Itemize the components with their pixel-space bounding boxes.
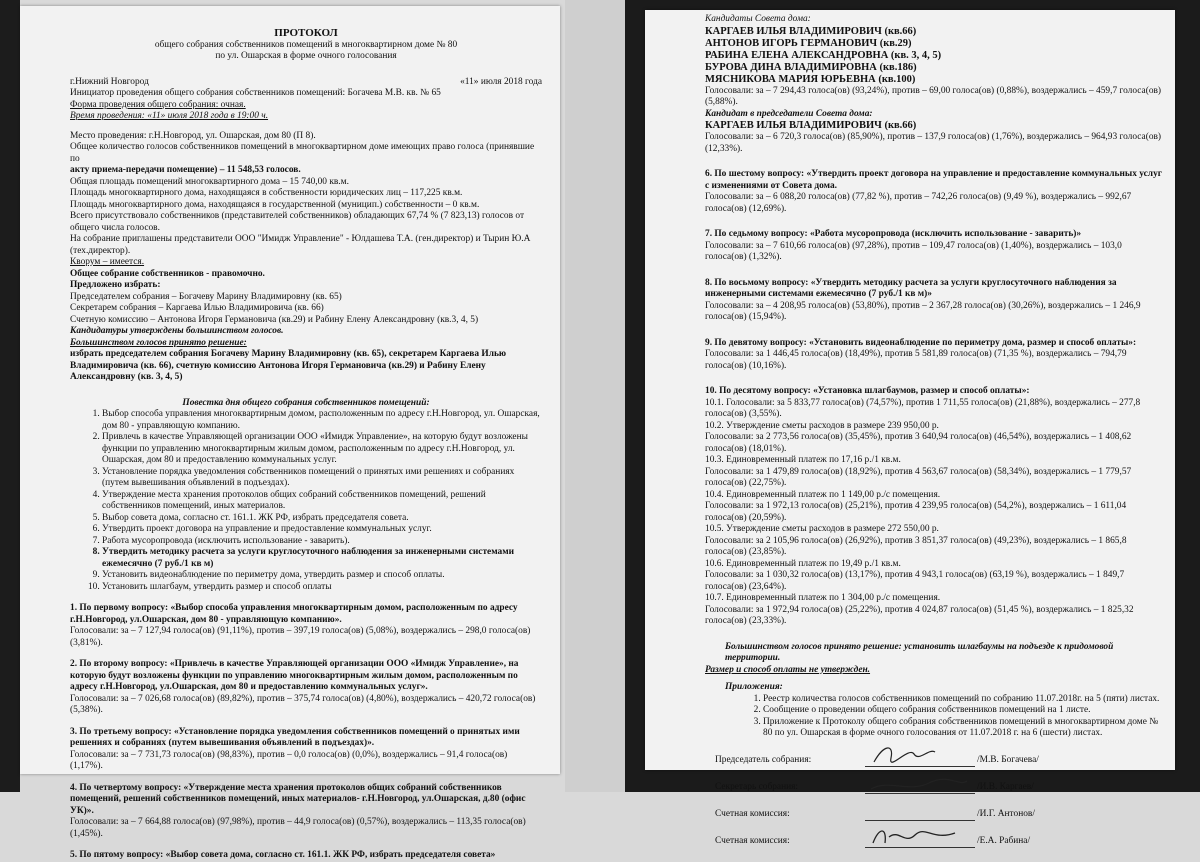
question-7 [705,229,1165,264]
handwritten-signature-icon [869,825,959,849]
attachment-item: 1. Реестр количества голосов собственников помещений по собранию 11.07.2018г. на 5 (пяти) листах. [763,694,1165,706]
council-votes: Голосовали: за – 7 294,43 голоса(ов) (93,24%), против – 69,00 голоса(ов) (0,88%), воздержались – 459,7 голоса(ов) (5,88%). [705,85,1162,107]
info-line: Счетную комиссию – Антонова Игоря Германовича (кв.29) и Рабину Елену Александровну (кв.3, 4, 5) [70,314,479,325]
q10-line: 10.4. Единовременный платеж по 1 149,00 р./с помещения. [705,489,941,500]
signature-line [865,752,975,767]
question-5 [70,850,542,862]
info-line: Площадь многоквартирного дома, находящаяся в собственности юридических лиц – 117,225 кв.м. [70,188,463,198]
candidate: КАРГАЕВ ИЛЬЯ ВЛАДИМИРОВИЧ (кв.66) [705,25,917,37]
question-6 [705,169,1165,215]
question-votes: Голосовали: за – 7 731,73 голоса(ов) (98,83%), против – 0,0 голоса(ов) (0,0%), воздержались – 91,4 голоса(ов) (1,17%). [70,749,508,771]
agenda-list [70,409,542,593]
question-head: 9. По девятому вопросу: «Установить видеонаблюдение по периметру дома, размер и способ оплаты»: [705,337,1137,348]
info-line: На собрание приглашены представители ООО "Имидж Управление" - Юлдашева Т.А. (ген.директор) и Тырин Ю.А [70,234,531,244]
frame-left-edge [0,0,20,792]
question-9 [705,338,1165,373]
question-head: 3. По третьему вопросу: «Установление порядка уведомления собственников помещений о принятых ими решениях и собраниях (путем вывешивания объявлений в подъездах)». [70,726,520,748]
candidates-list [705,26,1165,86]
signature-label: Секретарь собрания: [715,782,799,792]
signature-name: /И.Г. Антонов/ [977,809,1035,819]
candidate: БУРОВА ДИНА ВЛАДИМИРОВНА (кв.186) [705,61,917,73]
question-head: 2. По второму вопросу: «Привлечь в качестве Управляющей организации ООО «Имидж Управление», на которую будут возложены функции по управлению многоквартирным жилым домом, расположенным по адресу г.Н.Новгород, ул.Ошарская, дом 80 и предоставлению коммунальных услуг». [70,659,519,692]
q10-line: 10.7. Единовременный платеж по 1 304,00 р./с помещения. [705,593,941,603]
decision-2: Размер и способ оплаты не утвержден. [705,664,871,675]
city-date-row [70,77,542,89]
signatures-block [705,752,1165,848]
candidate: АНТОНОВ ИГОРЬ ГЕРМАНОВИЧ (кв.29) [705,37,912,49]
doc-title: ПРОТОКОЛ [274,27,338,39]
q10-line: 10.5. Утверждение сметы расходов в размере 272 550,00 р. [705,524,939,534]
quorum-line: Кворум – имеется. [70,257,145,267]
question-votes: Голосовали: за – 7 610,66 голоса(ов) (97,28%), против – 109,47 голоса(ов) (1,40%), воздержались – 103,0 голоса(ов) (1,32%). [705,240,1122,262]
q10-line: 10.1. Голосовали: за 5 833,77 голоса(ов) (74,57%), против 1 711,55 голоса(ов) (21,88%), воздержались – 277,8 голоса(ов) (3,55%). [705,397,1141,419]
question-2 [70,659,542,717]
meeting-date: «11» июля 2018 года [460,76,542,87]
attachment-item: 3. Приложение к Протоколу общего собрания собственников помещений в многоквартирном доме № 80 по ул. Ошарская в форме очного голосования от 11.07.2018 г. на 6 (шести) листах. [763,717,1165,740]
signature-line [865,833,975,848]
agenda-item: 8. Утвердить методику расчета за услуги круглосуточного наблюдения за инженерными системами ежемесячно (7 руб./1 кв м) [102,547,542,570]
question-votes: Голосовали: за 1 446,45 голоса(ов) (18,49%), против 5 581,89 голоса(ов) (71,35 %), воздержались – 794,79 голоса(ов) (10,16%). [705,349,1127,371]
frame-middle-divider [565,0,627,792]
decision-label: Большинством голосов принято решение: [70,337,247,348]
q10-line: 10.2. Утверждение сметы расходов в размере 239 950,00 р. [705,420,939,431]
question-votes: Голосовали: за – 7 026,68 голоса(ов) (89,82%), против – 375,74 голоса(ов) (4,80%), воздержались – 420,72 голоса(ов) (5,38%). [70,693,536,715]
question-head: 1. По первому вопросу: «Выбор способа управления многоквартирным домом, расположенным по адресу г.Н.Новгород, ул.Ошарская, дом 80 - управляющую компанию». [70,603,518,625]
signature-name: /М.В. Богачева/ [977,755,1039,765]
agenda-item: 10. Установить шлагбаум, утвердить размер и способ оплаты [102,582,542,594]
info-line: Секретарем собрания – Каргаева Илью Владимировича (кв. 66) [70,303,324,313]
question-1 [70,603,542,649]
doc-subtitle-1: общего собрания собственников помещений в многоквартирном доме № 80 [154,39,458,50]
question-votes: Голосовали: за – 7 664,88 голоса(ов) (97,98%), против – 44,9 голоса(ов) (0,57%), воздержались – 113,35 голоса(ов) (1,45%). [70,817,526,839]
candidates-label: Кандидаты Совета дома: [705,14,811,24]
agenda-item: 7. Работа мусоропровода (исключить использование - заварить). [102,536,542,548]
signature-chair [705,752,1165,767]
protocol-page-1 [20,6,560,860]
doc-subtitle-2: по ул. Ошарская в форме очного голосования [215,51,397,61]
signature-name: /Е.А. Рабина/ [977,836,1031,846]
signature-secretary [705,779,1165,794]
question-8 [705,278,1165,324]
q10-line: 10.3. Единовременный платеж по 17,16 р./1 кв.м. [705,455,901,465]
q10-line: Голосовали: за 1 030,32 голоса(ов) (13,17%), против 4 943,1 голоса(ов) (63,19 %), воздержались – 1 849,7 голоса(ов) (23,64%). [705,570,1125,592]
agenda-item: 2. Привлечь в качестве Управляющей организации ООО «Имидж Управление», на которую будут возложены функции по управлению многоквартирным жилым домом, расположенным по адресу г.Н.Новгород, ул. Ошарская, дом 80 и предоставлению коммунальных услуг. [102,432,542,467]
chair-votes: Голосовали: за – 6 720,3 голоса(ов) (85,90%), против – 137,9 голоса(ов) (1,76%), воздержались – 964,93 голоса(ов) (12,33%). [705,132,1162,154]
agenda-item: 1. Выбор способа управления многоквартирным домом, расположенным по адресу г.Н.Новгород, ул. Ошарская, дом 80 - управляющую компанию. [102,409,542,432]
question-votes: Голосовали: за – 4 208,95 голоса(ов) (53,80%), против – 2 367,28 голоса(ов) (30,26%), воздержались – 1 246,9 голоса(ов) (15,94%). [705,300,1141,322]
question-head: 10. По десятому вопросу: «Установка шлагбаумов, размер и способ оплаты»: [705,386,1030,396]
agenda-item: 9. Установить видеонаблюдение по периметру дома, утвердить размер и способ оплаты. [102,570,542,582]
attachments-list [705,694,1165,740]
agenda-item: 5. Выбор совета дома, согласно ст. 161.1. ЖК РФ, избрать председателя совета. [102,513,542,525]
signature-label: Счетная комиссия: [715,836,790,846]
info-line: Кандидатуры утверждены большинством голосов. [70,326,284,336]
handwritten-signature-icon [869,775,969,795]
q10-line: Голосовали: за 2 105,96 голоса(ов) (26,92%), против 3 851,37 голоса(ов) (49,23%), воздержались – 1 865,8 голоса(ов) (23,85%). [705,535,1127,557]
meeting-form: Форма проведения общего собрания: очная. [70,99,246,110]
question-3 [70,727,542,773]
info-block [70,131,542,384]
agenda-title: Повестка дня общего собрания собственников помещений: [182,397,430,408]
chair-name: КАРГАЕВ ИЛЬЯ ВЛАДИМИРОВИЧ (кв.66) [705,120,917,131]
info-line: Общая площадь помещений многоквартирного дома – 15 740,00 кв.м. [70,176,349,187]
info-line: Площадь многоквартирного дома, находящаяся в государственной (муницип.) собственности – 0 кв.м. [70,199,480,210]
info-line: Александровну (кв. 3, 4, 5) [70,372,183,382]
signature-line [865,806,975,821]
chair-label: Кандидат в председатели Совета дома: [705,108,873,119]
info-line: (тех.директор). [70,245,131,256]
signature-counting-1 [705,806,1165,821]
q10-line: Голосовали: за 2 773,56 голоса(ов) (35,45%), против 3 640,94 голоса(ов) (46,54%), воздержались – 1 408,62 голоса(ов) (18,01%). [705,432,1132,454]
q10-line: Голосовали: за 1 972,13 голоса(ов) (25,21%), против 4 239,95 голоса(ов) (54,2%), воздержались – 1 611,04 голоса(ов) (20,59%). [705,501,1127,523]
info-line: Место проведения: г.Н.Новгород, ул. Ошарская, дом 80 (П 8). [70,130,316,141]
attachment-item: 2. Сообщение о проведении общего собрания собственников помещений на 1 листе. [763,705,1165,717]
city: г.Нижний Новгород [70,76,149,87]
decision-1: Большинством голосов принято решение: установить шлагбаумы на подъезде к придомовой территории. [725,641,1114,663]
question-10 [705,386,1165,628]
signature-label: Председатель собрания: [715,755,812,765]
question-head: 6. По шестому вопросу: «Утвердить проект договора на управление и предоставление коммунальных услуг с изменениями от Совета дома. [705,169,1163,191]
meeting-time: Время проведения: «11» июля 2018 года в 19:00 ч. [70,111,269,121]
question-4 [70,783,542,841]
question-votes: Голосовали: за – 6 088,20 голоса(ов) (77,82 %), против – 742,26 голоса(ов) (9,49 %), воздержались – 992,67 голоса(ов) (12,69%). [705,192,1132,214]
q10-line: 10.6. Единовременный платеж по 19,49 р./1 кв.м. [705,558,901,569]
info-line: акту приема-передачи помещение) – 11 548,53 голосов. [70,165,301,175]
info-line: общего числа голосов. [70,222,160,233]
signature-line [865,779,975,794]
question-head: 7. По седьмому вопросу: «Работа мусоропровода (исключить использование - заварить)» [705,229,1082,239]
info-line: Общее собрание собственников - правомочно. [70,268,265,279]
candidate: РАБИНА ЕЛЕНА АЛЕКСАНДРОВНА (кв. 3, 4, 5) [705,49,942,61]
info-line: Председателем собрания – Богачеву Марину Владимировну (кв. 65) [70,291,342,302]
info-line: Общее количество голосов собственников помещений в многоквартирном доме имеющих право голоса (принявшие по [70,142,535,164]
info-line: Всего присутствовало собственников (представителей собственников) обладающих 67,74 % (7 823,13) голосов от [70,211,525,221]
question-head: 5. По пятому вопросу: «Выбор совета дома, согласно ст. 161.1. ЖК РФ, избрать председателя совета» [70,850,496,860]
protocol-page-2 [645,10,1175,846]
question-head: 8. По восьмому вопросу: «Утвердить методику расчета за услуги круглосуточного наблюдения за инженерными системами ежемесячно (7 руб./1 кв м)» [705,277,1117,299]
info-line: Владимировича (кв. 66), счетную комиссию Антонова Игоря Германовича (кв.29) и Рабину Елену [70,360,486,371]
q10-line: Голосовали: за 1 972,94 голоса(ов) (25,22%), против 4 024,87 голоса(ов) (51,45 %), воздержались – 1 825,32 голоса(ов) (23,33%). [705,604,1134,626]
initiator: Инициатор проведения общего собрания собственников помещений: Богачева М.В. кв. № 65 [70,88,441,98]
agenda-item: 3. Установление порядка уведомления собственников помещений о принятых ими решениях и собраниях (путем вывешивания объявлений в подъездах). [102,467,542,490]
signature-label: Счетная комиссия: [715,809,790,819]
agenda-item: 6. Утвердить проект договора на управление и предоставление коммунальных услуг. [102,524,542,536]
info-line: избрать председателем собрания Богачеву Марину Владимировну (кв. 65), секретарем Каргаева Илью [70,349,507,359]
info-line: Предложено избрать: [70,280,161,290]
question-head: 4. По четвертому вопросу: «Утверждение места хранения протоколов общих собраний собственников помещений, решений собственников помещений, иных материалов- г.Н.Новгород, ул.Ошарская, д.80 (офис УК)». [70,782,526,816]
handwritten-signature-icon [869,742,939,768]
signature-counting-2 [705,833,1165,848]
q10-line: Голосовали: за 1 479,89 голоса(ов) (18,92%), против 4 563,67 голоса(ов) (58,34%), воздержались – 1 779,57 голоса(ов) (22,75%). [705,466,1132,488]
candidate: МЯСНИКОВА МАРИЯ ЮРЬЕВНА (кв.100) [705,73,916,85]
signature-name: /И.В. Каргаев/ [977,782,1034,792]
attachments-label: Приложения: [725,682,783,692]
agenda-item: 4. Утверждение места хранения протоколов общих собраний собственников помещений, решений собственников помещений, иных материалов. [102,490,542,513]
question-votes: Голосовали: за – 7 127,94 голоса(ов) (91,11%), против – 397,19 голоса(ов) (5,08%), воздержались – 298,0 голоса(ов) (3,81%). [70,626,531,648]
